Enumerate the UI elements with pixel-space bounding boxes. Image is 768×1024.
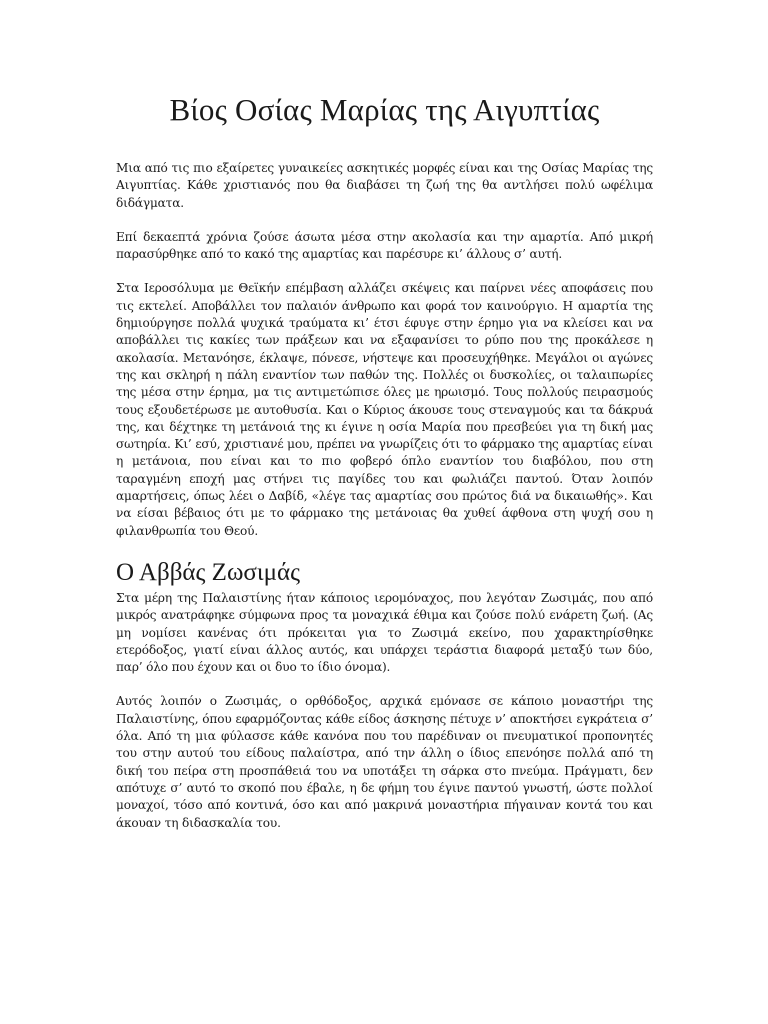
document-page bbox=[116, 0, 653, 832]
section-paragraph-1: Στα μέρη της Παλαιστίνης ήταν κάποιος ιερομόναχος, που λεγόταν Ζωσιμάς, που από μικρός ανατράφηκε σύμφωνα προς τα μοναχικά έθιμα και ζούσε πολύ ενάρετη ζωή. (Ας μη νομίσει κανένας ότι πρόκειται για το Ζωσιμά εκείνο, που χαρακτηρίσθηκε ετερόδοξος, γιατί είναι άλλος αυτός, και υπάρχει τεράστια διαφορά μεταξύ των δύο, παρ’ όλο που έχουν και οι δυο το ίδιο όνομα). bbox=[116, 590, 653, 675]
document-title: Βίος Οσίας Μαρίας της Αιγυπτίας bbox=[169, 92, 600, 127]
intro-paragraph-3: Στα Ιεροσόλυμα με Θεϊκήν επέμβαση αλλάζει σκέψεις και παίρνει νέες αποφάσεις που τις εκτελεί. Αποβάλλει τον παλαιόν άνθρωπο και φορά τον καινούργιο. Η αμαρτία της δημιούργησε πολλά ψυχικά τραύματα κι’ έτσι έφυγε στην έρημο για να κλείσει και να αποβάλλει τις κακίες των πράξεων και να εξαφανίσει το ρύπο που της προκάλεσε η ακολασία. Μετανόησε, έκλαψε, πόνεσε, νήστεψε και προσευχήθηκε. Μεγάλοι οι αγώνες της και σκληρή η πάλη εναντίον των παθών της. Πολλές οι δυσκολίες, οι ταλαιπωρίες της μέσα στην έρημα, μα τις αντιμετώπισε όλες με ηρωισμό. Τους πολλούς πειρασμούς τους εξουδετέρωσε με αυτοθυσία. Και ο Κύριος άκουσε τους στεναγμούς και τα δάκρυά της, και δέχτηκε τη μετάνοιά της κι έγινε η οσία Μαρία που πρεσβεύει για τη δική μας σωτηρία. Κι’ εσύ, χριστιανέ μου, πρέπει να γνωρίζεις ότι το φάρμακο της αμαρτίας είναι η μετάνοια, που είναι και το πιο φοβερό όπλο εναντίον του διαβόλου, που στη ταραγμένη εποχή μας στήνει τις παγίδες του και φωλιάζει παντού. Όταν λοιπόν αμαρτήσεις, όπως λέει ο Δαβίδ, «λέγε τας αμαρτίας σου πρώτος διά να δικαιωθής». Και να είσαι βέβαιος ότι με το φάρμακο της μετάνοιας θα χυθεί άφθονα στη ψυχή σου η φιλανθρωπία του Θεού. bbox=[116, 281, 653, 538]
section-heading: Ο Αββάς Ζωσιμάς bbox=[116, 558, 300, 586]
intro-paragraph-2: Επί δεκαεπτά χρόνια ζούσε άσωτα μέσα στην ακολασία και την αμαρτία. Από μικρή παρασύρθηκε από το κακό της αμαρτίας και παρέσυρε κι’ άλλους σ’ αυτή. bbox=[116, 229, 653, 262]
intro-paragraph-1: Μια από τις πιο εξαίρετες γυναικείες ασκητικές μορφές είναι και της Οσίας Μαρίας της Αιγυπτίας. Κάθε χριστιανός που θα διαβάσει τη ζωή της θα αντλήσει πολύ ωφέλιμα διδάγματα. bbox=[116, 161, 653, 210]
section-paragraph-2: Αυτός λοιπόν ο Ζωσιμάς, ο ορθόδοξος, αρχικά εμόνασε σε κάποιο μοναστήρι της Παλαιστίνης, όπου εφαρμόζοντας κάθε είδος άσκησης πέτυχε ν’ αποκτήσει εγκράτεια σ’ όλα. Από τη μια φύλασσε κάθε κανόνα που του παρέδιναν οι πνευματικοί προπονητές του στην αυτού του είδους παλαίστρα, από την άλλη ο ίδιος επενόησε πολλά από τη δική του πείρα στη προσπάθειά του να υποτάξει τη σάρκα στο πνεύμα. Πράγματι, δεν απότυχε σ’ αυτό το σκοπό που έβαλε, η δε φήμη του έγινε παντού γνωστή, ώστε πολλοί μοναχοί, τόσο από κοντινά, όσο και από μακρινά μοναστήρια πήγαιναν κοντά του και άκουαν τη διδασκαλία του. bbox=[116, 694, 653, 830]
